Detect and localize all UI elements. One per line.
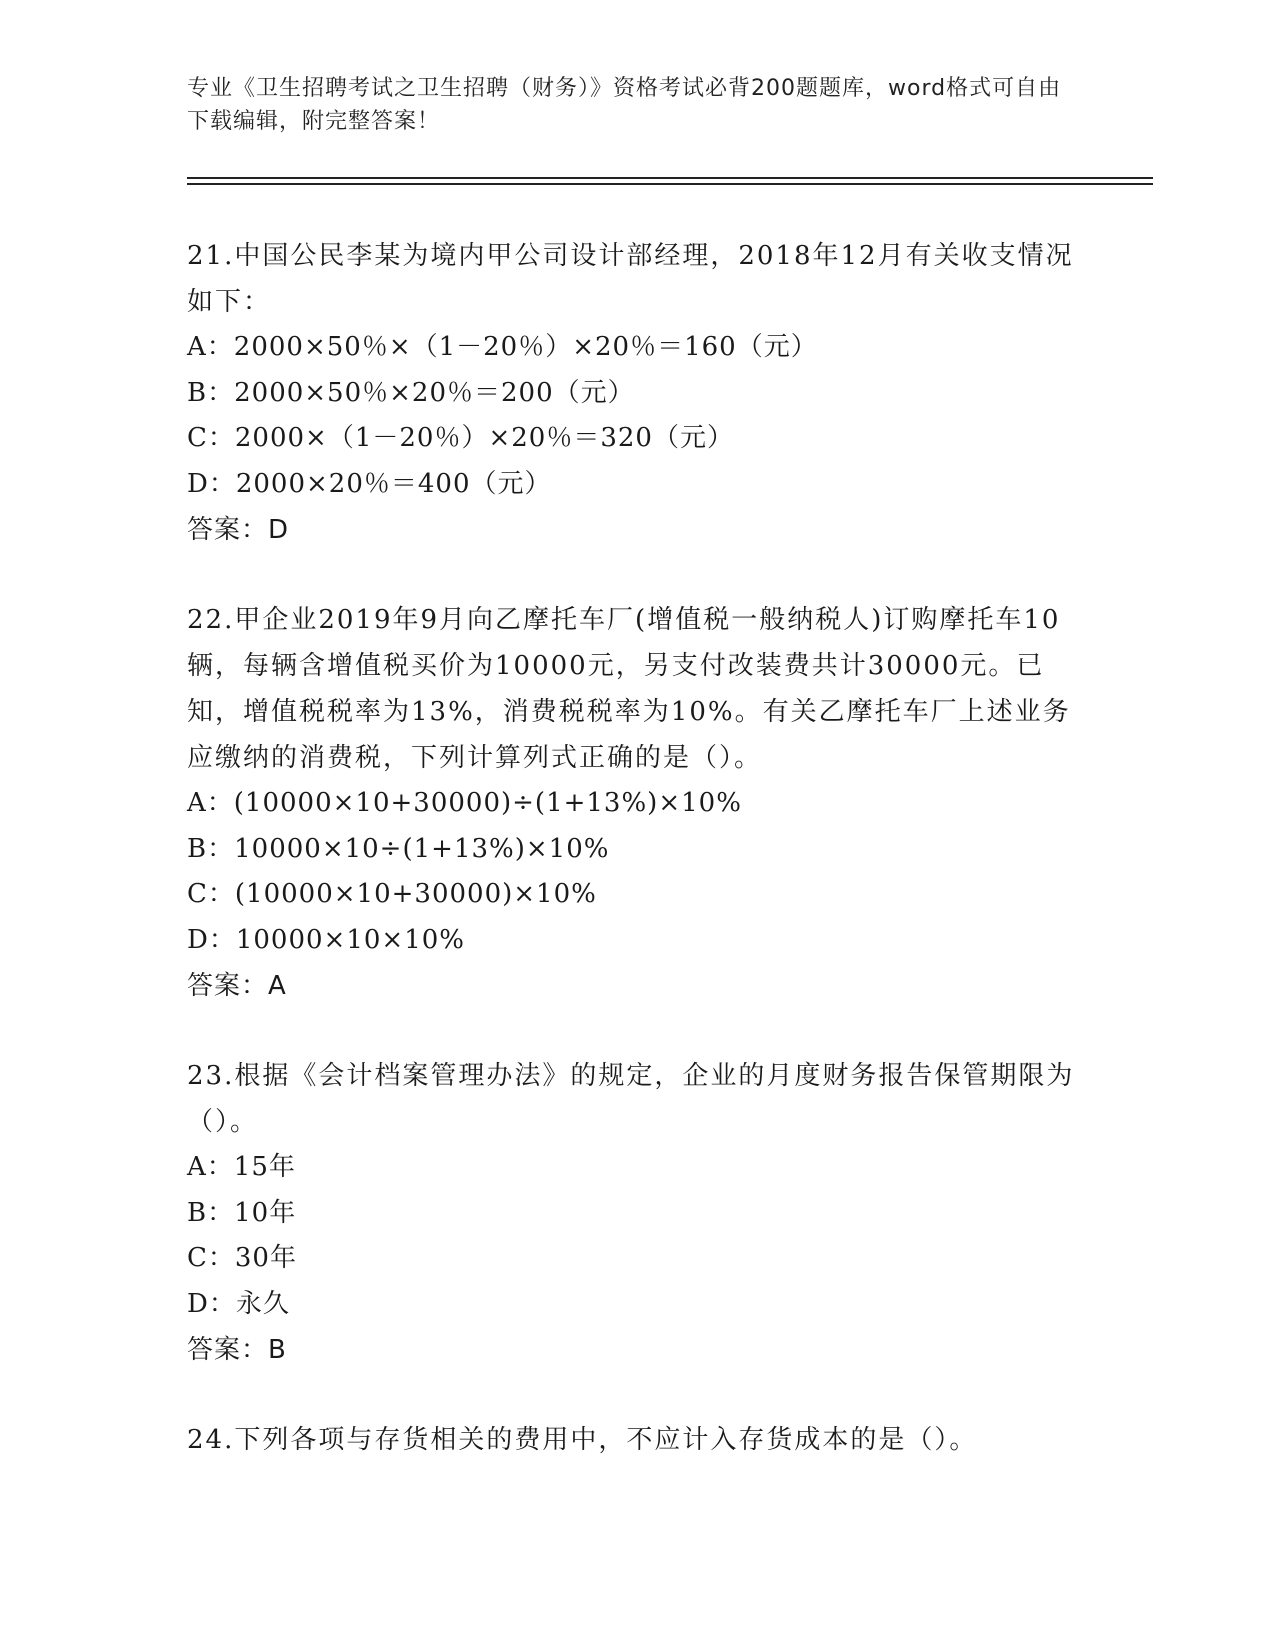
option-list	[187, 781, 1087, 963]
option-a: A：2000×50％×（1－20％）×20％＝160（元）	[187, 332, 818, 362]
option-b: B：10000×10÷(1+13%)×10%	[187, 833, 610, 864]
question-list	[187, 233, 1087, 1507]
document-header: 专业《卫生招聘考试之卫生招聘（财务）》资格考试必背200题题库，word格式可自由下载编辑，附完整答案！	[187, 76, 1062, 134]
question-24	[187, 1417, 1087, 1463]
question-text: 24.下列各项与存货相关的费用中，不应计入存货成本的是（）。	[187, 1425, 978, 1455]
option-d: D：永久	[187, 1288, 290, 1319]
option-list	[187, 325, 1087, 507]
answer-line: 答案：D	[187, 515, 290, 545]
question-text: 23.根据《会计档案管理办法》的规定，企业的月度财务报告保管期限为（）。	[187, 1061, 1075, 1137]
option-a: A：(10000×10+30000)÷(1+13%)×10%	[187, 788, 742, 818]
answer-line: 答案：B	[187, 1335, 287, 1365]
header-divider-bottom	[187, 183, 1153, 185]
question-23	[187, 1053, 1087, 1373]
option-d: D：10000×10×10%	[187, 924, 465, 955]
option-list	[187, 1145, 1087, 1327]
question-text: 22.甲企业2019年9月向乙摩托车厂(增值税一般纳税人)订购摩托车10辆，每辆含增值税买价为10000元，另支付改装费共计30000元。已知，增值税税率为13%，消费税税率为10%。有关乙摩托车厂上述业务应缴纳的消费税，下列计算列式正确的是（）。	[187, 605, 1071, 773]
option-c: C：(10000×10+30000)×10%	[187, 879, 597, 909]
answer-line: 答案：A	[187, 971, 287, 1001]
question-21	[187, 233, 1087, 553]
option-c: C：30年	[187, 1243, 297, 1273]
option-d: D：2000×20％＝400（元）	[187, 468, 552, 499]
option-b: B：2000×50％×20％＝200（元）	[187, 377, 635, 408]
question-22	[187, 597, 1087, 1009]
option-c: C：2000×（1－20％）×20％＝320（元）	[187, 423, 734, 453]
option-a: A：15年	[187, 1152, 296, 1182]
question-text: 21.中国公民李某为境内甲公司设计部经理，2018年12月有关收支情况如下：	[187, 241, 1074, 317]
header-divider-top	[187, 177, 1153, 179]
option-b: B：10年	[187, 1197, 297, 1228]
